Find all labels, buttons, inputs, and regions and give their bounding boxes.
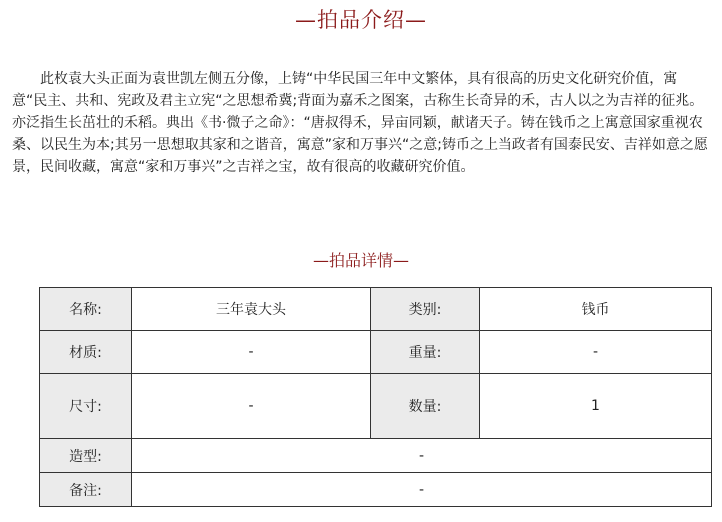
remarks-label: 备注: <box>40 473 132 507</box>
material-value: - <box>132 331 371 374</box>
size-label: 尺寸: <box>40 374 132 439</box>
quantity-label: 数量: <box>371 374 480 439</box>
material-label: 材质: <box>40 331 132 374</box>
category-label: 类别: <box>371 288 480 331</box>
shape-value: - <box>132 439 712 473</box>
name-value: 三年袁大头 <box>132 288 371 331</box>
weight-label: 重量: <box>371 331 480 374</box>
details-table <box>39 287 712 507</box>
table-row <box>40 473 712 507</box>
name-label: 名称: <box>40 288 132 331</box>
table-row <box>40 331 712 374</box>
remarks-value: - <box>132 473 712 507</box>
table-row <box>40 288 712 331</box>
table-row <box>40 374 712 439</box>
category-value: 钱币 <box>480 288 712 331</box>
shape-label: 造型: <box>40 439 132 473</box>
intro-title: —拍品介绍— <box>295 8 427 32</box>
intro-paragraph: 此枚袁大头正面为袁世凯左侧五分像，上铸“中华民国三年中文繁体，具有很高的历史文化研究价值，寓意“民主、共和、宪政及君主立宪“之思想希冀;背面为嘉禾之图案，古称生长奇异的禾，古人以之为吉祥的征兆。亦泛指生长茁壮的禾稻。典出《书·微子之命》：“唐叔得禾，异亩同颖，献诸天子。铸在钱币之上寓意国家重视农桑、以民生为本;其另一思想取其家和之谐音，寓意”家和万事兴“之意;铸币之上当政者有国泰民安、吉祥如意之愿景，民间收藏，寓意“家和万事兴”之吉祥之宝，故有很高的收藏研究价值。 <box>12 71 708 175</box>
weight-value: - <box>480 331 712 374</box>
table-row <box>40 439 712 473</box>
quantity-value: 1 <box>480 374 712 439</box>
details-title: —拍品详情— <box>312 251 409 270</box>
size-value: - <box>132 374 371 439</box>
